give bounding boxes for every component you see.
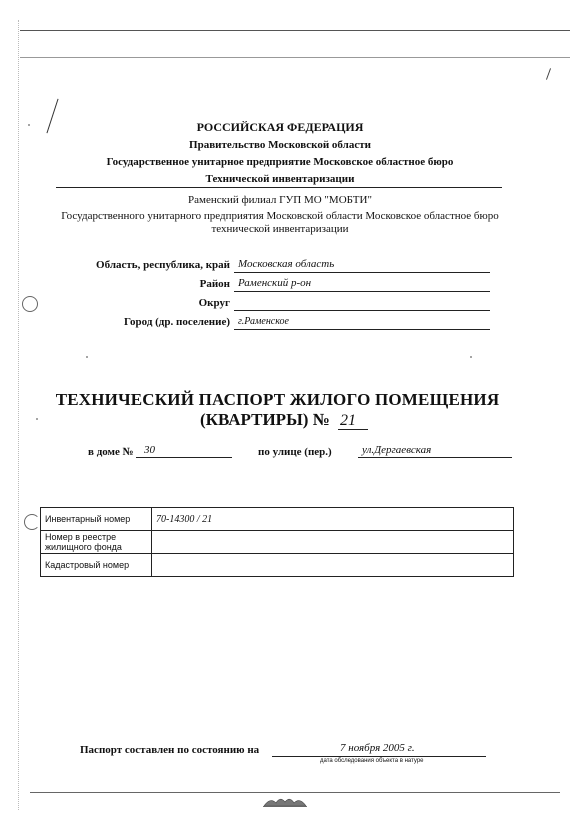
pen-stroke-mark-2	[546, 68, 551, 80]
table-row	[41, 531, 514, 554]
scan-top-line-2	[20, 57, 570, 58]
inventory-number-label: Инвентарный номер	[41, 508, 152, 531]
house-underline	[136, 457, 232, 458]
hole-punch-mark-2	[24, 514, 40, 530]
street-label: по улице (пер.)	[258, 446, 332, 458]
region-value: Московская область	[238, 258, 335, 270]
passport-date-underline	[272, 756, 486, 757]
header-line-2: Правительство Московской области	[189, 139, 371, 151]
scan-speck	[86, 356, 88, 358]
city-label: Город (др. поселение)	[123, 316, 230, 328]
registry-number-value	[152, 531, 514, 554]
header-line-4: Технической инвентаризации	[205, 173, 355, 185]
district-value: Раменский р-он	[238, 277, 312, 289]
table-row	[41, 554, 514, 577]
scan-top-line	[20, 30, 570, 31]
street-underline	[358, 457, 512, 458]
document-title-line-1: ТЕХНИЧЕСКИЙ ПАСПОРТ ЖИЛОГО ПОМЕЩЕНИЯ	[55, 390, 500, 409]
inventory-table	[40, 507, 514, 577]
table-row	[41, 508, 514, 531]
passport-date-label: Паспорт составлен по состоянию на	[80, 744, 260, 756]
district-label: Район	[199, 278, 230, 290]
cadastral-number-value	[152, 554, 514, 577]
house-label: в доме №	[88, 446, 134, 458]
document-title-line-2	[200, 410, 368, 430]
title-apartment-number: 21	[338, 412, 368, 430]
passport-date-caption: дата обследования объекта в натуре	[320, 758, 424, 764]
ornament-icon	[262, 795, 308, 807]
title-apartment-prefix: (КВАРТИРЫ) №	[200, 410, 330, 429]
header-line-3: Государственное унитарное предприятие Московское областное бюро	[106, 156, 454, 168]
house-value: 30	[144, 444, 155, 456]
region-underline	[234, 272, 490, 273]
scan-bottom-line	[30, 792, 560, 793]
okrug-label: Округ	[198, 297, 230, 309]
street-value: ул.Дергаевская	[362, 444, 432, 456]
scan-speck	[470, 356, 472, 358]
city-value: г.Раменское	[238, 316, 289, 327]
city-underline	[234, 329, 490, 330]
branch-line-3: технической инвентаризации	[211, 223, 349, 235]
cadastral-number-label: Кадастровый номер	[41, 554, 152, 577]
branch-line-2: Государственного унитарного предприятия Московской области Московское областное бюро	[61, 210, 499, 222]
scan-speck	[36, 418, 38, 420]
ornament-stamp	[262, 794, 308, 806]
header-divider	[56, 187, 502, 188]
okrug-underline	[234, 310, 490, 311]
header-line-1: РОССИЙСКАЯ ФЕДЕРАЦИЯ	[196, 120, 364, 134]
hole-punch-mark	[22, 296, 38, 312]
inventory-number-value: 70-14300 / 21	[152, 508, 514, 531]
district-underline	[234, 291, 490, 292]
region-label: Область, республика, край	[96, 259, 230, 271]
registry-number-label: Номер в реестре жилищного фонда	[41, 531, 152, 554]
branch-line-1: Раменский филиал ГУП МО "МОБТИ"	[188, 194, 372, 206]
passport-date-value: 7 ноября 2005 г.	[340, 742, 415, 754]
